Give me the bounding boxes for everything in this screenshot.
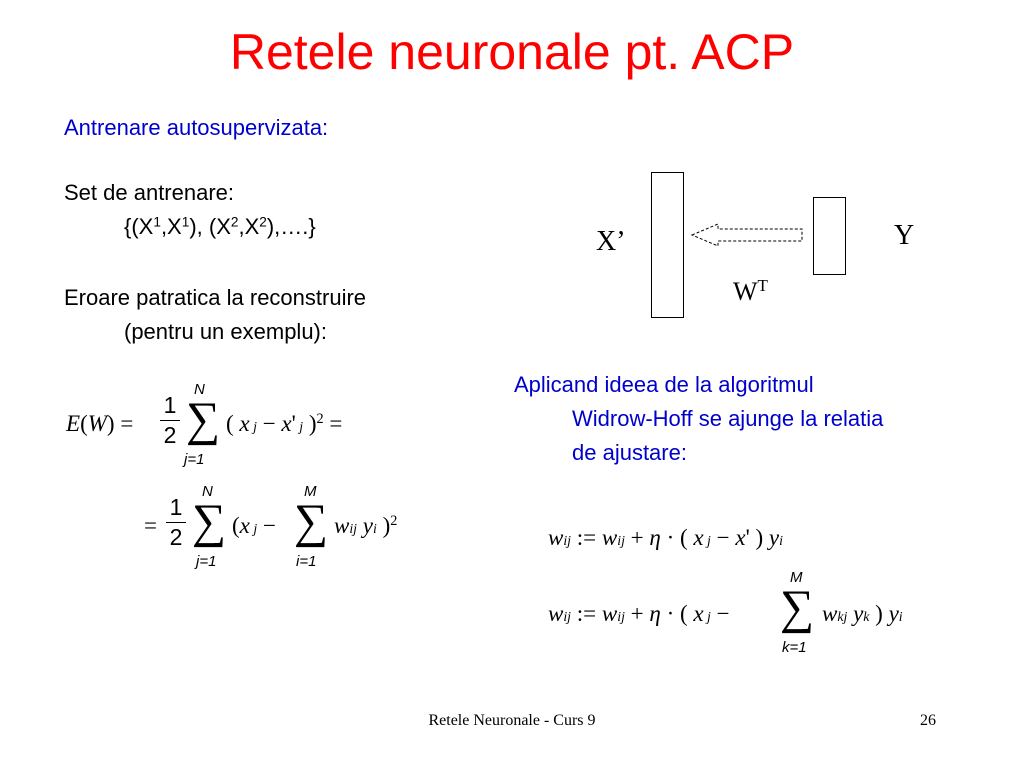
formula-error-2: = 1 2 N ∑ j=1 (x j − M ∑ i=1 wij yi )$^2$ [144, 483, 398, 570]
widrow-line-1: Aplicand ideea de la algoritmul [514, 372, 814, 397]
training-heading: Antrenare autosupervizata: [64, 115, 329, 140]
training-set-value: {$(X^1,X^1)$, $(X^2,X^2),\dots$.} [124, 214, 316, 239]
input-layer-box [651, 172, 684, 318]
slide-title: Retele neuronale pt. ACP [229, 24, 795, 80]
footer-course: Retele Neuronale - Curs 9 [428, 712, 596, 729]
widrow-line-2: Widrow-Hoff se ajunge la relatia [572, 406, 884, 431]
weight-label: $W^T$ [733, 276, 768, 306]
error-sublabel: (pentru un exemplu): [124, 319, 327, 344]
formula-update-2: wij := wij + η · ( x j − M ∑ k=1 wkj yk ) yi [548, 569, 903, 656]
training-set-label: Set de antrenare: [64, 180, 235, 205]
input-label: X’ [596, 226, 626, 257]
dashed-arrow [690, 222, 810, 248]
formula-update-1: wij := wij + η · ( x j − x' ) yi [548, 525, 783, 550]
output-label: Y [894, 220, 915, 251]
output-layer-box [813, 197, 846, 275]
widrow-line-3: de ajustare: [572, 440, 687, 465]
page-number: 26 [920, 712, 936, 729]
error-label: Eroare patratica la reconstruire [64, 285, 367, 310]
formula-error-1: E(W) = 1 2 N ∑ j=1 ( x j − x' j )$^2$ = [66, 381, 343, 468]
